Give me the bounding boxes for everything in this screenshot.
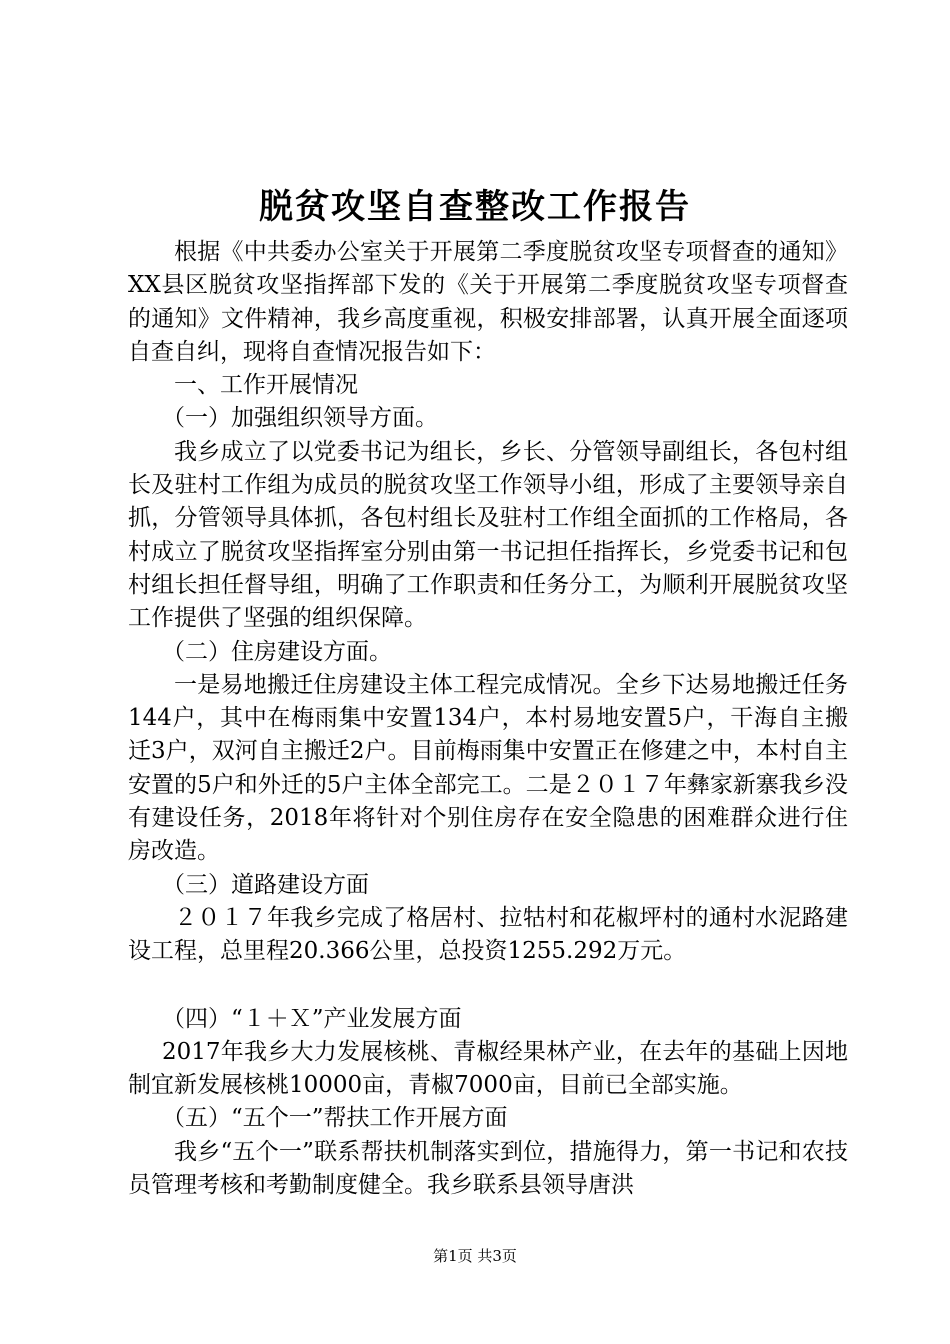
housing-paragraph: 一是易地搬迁住房建设主体工程完成情况。全乡下达易地搬迁任务144户，其中在梅雨集中安置134户，本村易地安置5户，干海自主搬迁3户，双河自主搬迁2户。目前梅雨集中安置正在修建之中，本村自主安置的5户和外迁的5户主体全部完工。二是２０１７年彝家新寨我乡没有建设任务，2018年将针对个别住房存在安全隐患的困难群众进行住房改造。	[128, 671, 848, 865]
document-title: 脱贫攻坚自查整改工作报告	[259, 187, 691, 227]
subsection-heading-organization: （一）加强组织领导方面。	[162, 405, 438, 432]
subsection-heading-roads: （三）道路建设方面	[162, 871, 369, 898]
intro-paragraph: 根据《中共委办公室关于开展第二季度脱贫攻坚专项督查的通知》XX县区脱贫攻坚指挥部下发的《关于开展第二季度脱贫攻坚专项督查的通知》文件精神，我乡高度重视，积极安排部署，认真开展全面逐项自查自纠，现将自查情况报告如下：	[128, 239, 848, 365]
industry-paragraph: 2017年我乡大力发展核桃、青椒经果林产业，在去年的基础上因地制宜新发展核桃10000亩，青椒7000亩，目前已全部实施。	[128, 1038, 848, 1099]
subsection-heading-housing: （二）住房建设方面。	[162, 638, 392, 665]
document-body	[128, 236, 848, 1202]
organization-paragraph: 我乡成立了以党委书记为组长，乡长、分管领导副组长，各包村组长及驻村工作组为成员的脱贫攻坚工作领导小组，形成了主要领导亲自抓，分管领导具体抓，各包村组长及驻村工作组全面抓的工作格局，各村成立了脱贫攻坚指挥室分别由第一书记担任指挥长，乡党委书记和包村组长担任督导组，明确了工作职责和任务分工，为顺利开展脱贫攻坚工作提供了坚强的组织保障。	[128, 438, 848, 632]
roads-paragraph: ２０１７年我乡完成了格居村、拉牯村和花椒坪村的通村水泥路建设工程，总里程20.366公里，总投资1255.292万元。	[128, 904, 848, 965]
section-heading-work-status: 一、工作开展情况	[174, 372, 358, 399]
assistance-paragraph: 我乡“五个一”联系帮扶机制落实到位，措施得力，第一书记和农技员管理考核和考勤制度健全。我乡联系县领导唐洪	[128, 1138, 848, 1199]
page-footer: 第1页 共3页	[433, 1247, 517, 1265]
subsection-heading-assistance: （五）“五个一”帮扶工作开展方面	[162, 1105, 508, 1132]
paragraph-spacer	[128, 969, 848, 1003]
subsection-heading-industry: （四）“１＋Ｘ”产业发展方面	[162, 1005, 462, 1032]
